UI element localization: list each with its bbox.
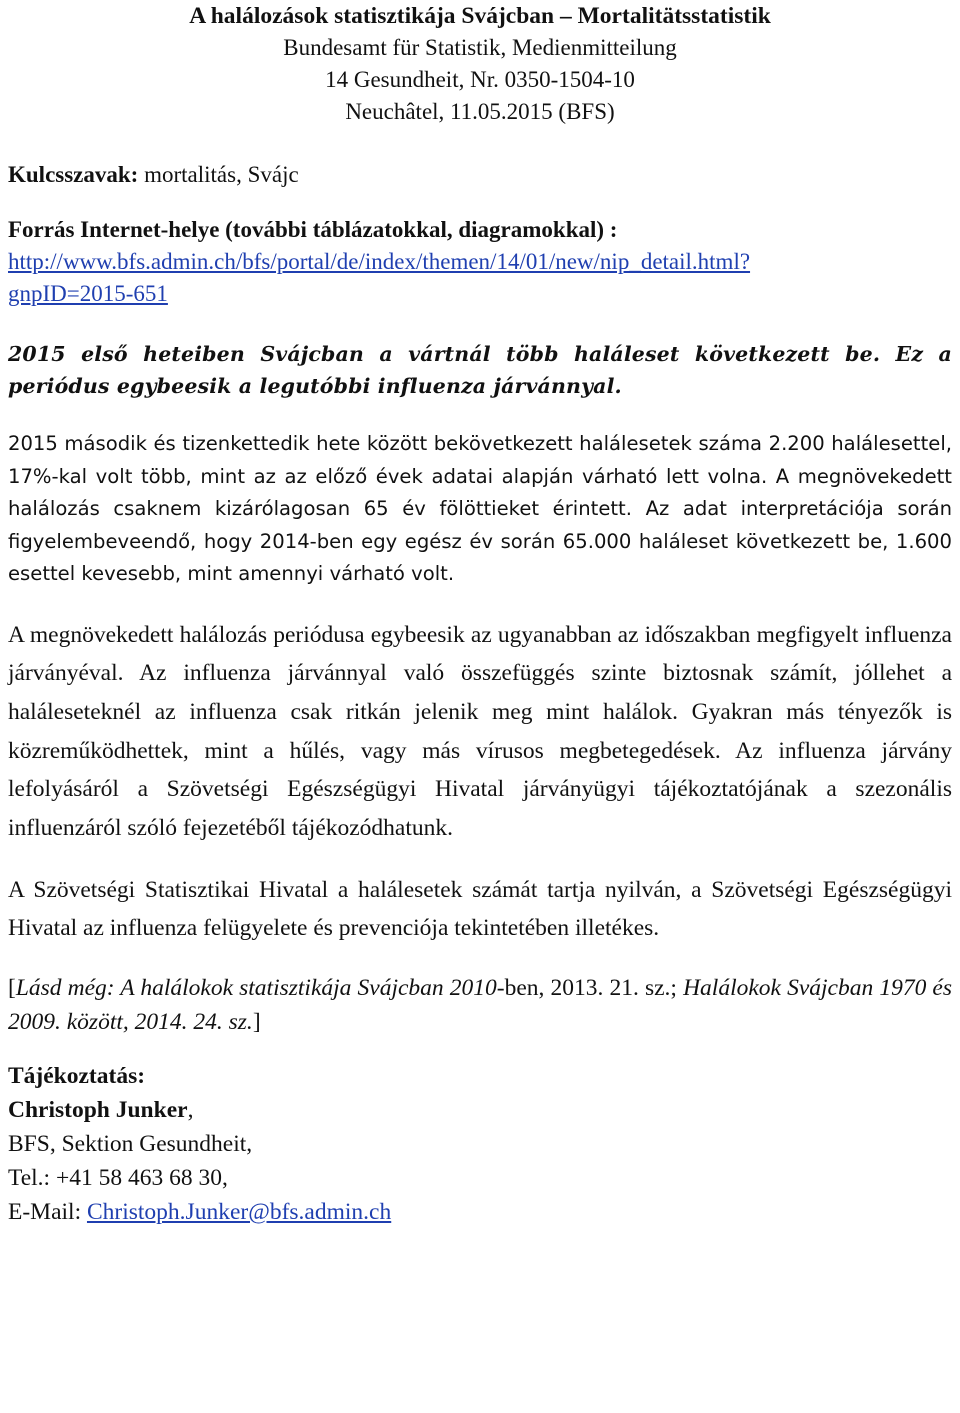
contact-block (8, 1059, 952, 1229)
contact-email-line (8, 1195, 952, 1229)
document-header (8, 0, 952, 128)
keywords-label: Kulcsszavak: (8, 162, 139, 187)
lead-paragraph: 2015 első heteiben Svájcban a vártnál több haláleset következett be. Ez a periódus egybeesik a legutóbbi influenza járvánnyal. (8, 342, 952, 398)
paragraph-offices: A Szövetségi Statisztikai Hivatal a halálesetek számát tartja nyilván, a Szövetségi Egészségügyi Hivatal az influenza felügyelete és prevenciója tekintetében illetékes. (8, 876, 952, 942)
see-also-ref-1: Lásd még: A halálokok statisztikája Svájcban 2010 (15, 975, 497, 1002)
see-also-ref-1-suffix: -ben, 2013. 21. sz.; (496, 975, 684, 1002)
source-block (8, 214, 952, 310)
see-also-paragraph (8, 971, 952, 1039)
paragraph-statistics: 2015 második és tizenkettedik hete között bekövetkezett halálesetek száma 2.200 halálesettel, 17%-kal volt több, mint az az előző évek adatai alapján várható lett volna. A megnövekedett halálozás csaknem kizárólagosan 65 év fölöttieket érintett. Az adat interpretációja során figyelembeveendő, hogy 2014-ben egy egész év során 65.000 haláleset következett be, 1.600 esettel kevesebb, mint amennyi várható volt. (8, 432, 952, 585)
see-also-ref-2: Halálokok Svájcban 1970 és 2009. között, 2014. 24. sz. (8, 975, 953, 1036)
source-url-link-continued[interactable]: gnpID=2015-651 (8, 281, 168, 306)
source-url-link[interactable]: http://www.bfs.admin.ch/bfs/portal/de/index/themen/14/01/new/nip_detail.html? (8, 249, 751, 274)
contact-name-line (8, 1093, 952, 1127)
see-also-close-bracket: ] (252, 1009, 261, 1036)
contact-email-label: E-Mail: (8, 1199, 87, 1226)
keywords-line (8, 159, 952, 191)
contact-name: Christoph Junker (8, 1097, 188, 1124)
keywords-value: mortalitás, Svájc (144, 162, 299, 187)
see-also-open-bracket: [ (8, 975, 16, 1002)
publisher-line: Bundesamt für Statistik, Medienmitteilung (283, 35, 677, 60)
contact-org: BFS, Sektion Gesundheit, (8, 1131, 253, 1158)
document-title: A halálozások statisztikája Svájcban – Mortalitätsstatistik (189, 3, 771, 29)
contact-email-link[interactable]: Christoph.Junker@bfs.admin.ch (86, 1199, 392, 1226)
paragraph-influenza: A megnövekedett halálozás periódusa egybeesik az ugyanabban az időszakban megfigyelt influenza járványéval. Az influenza járvánnyal való összefüggés szinte biztosnak számít, jóllehet a haláleseteknél az influenza csak ritkán jelenik meg mint halálok. Gyakran más tényezők is közreműködhettek, mint a hűlés, vagy más vírusos megbetegedések. Az influenza járvány lefolyásáról a Szövetségi Egészségügyi Hivatal járványügyi tájékoztatójának a szezonális influenzáról szóló fejezetéből tájékozódhatunk. (8, 621, 952, 842)
contact-name-suffix: , (187, 1097, 194, 1124)
issue-line: 14 Gesundheit, Nr. 0350-1504-10 (325, 67, 635, 92)
place-date-line: Neuchâtel, 11.05.2015 (BFS) (345, 99, 615, 124)
contact-heading: Tájékoztatás: (8, 1063, 146, 1090)
source-label: Forrás Internet-helye (további táblázatokkal, diagramokkal) : (8, 217, 618, 242)
contact-phone: Tel.: +41 58 463 68 30, (8, 1165, 228, 1192)
